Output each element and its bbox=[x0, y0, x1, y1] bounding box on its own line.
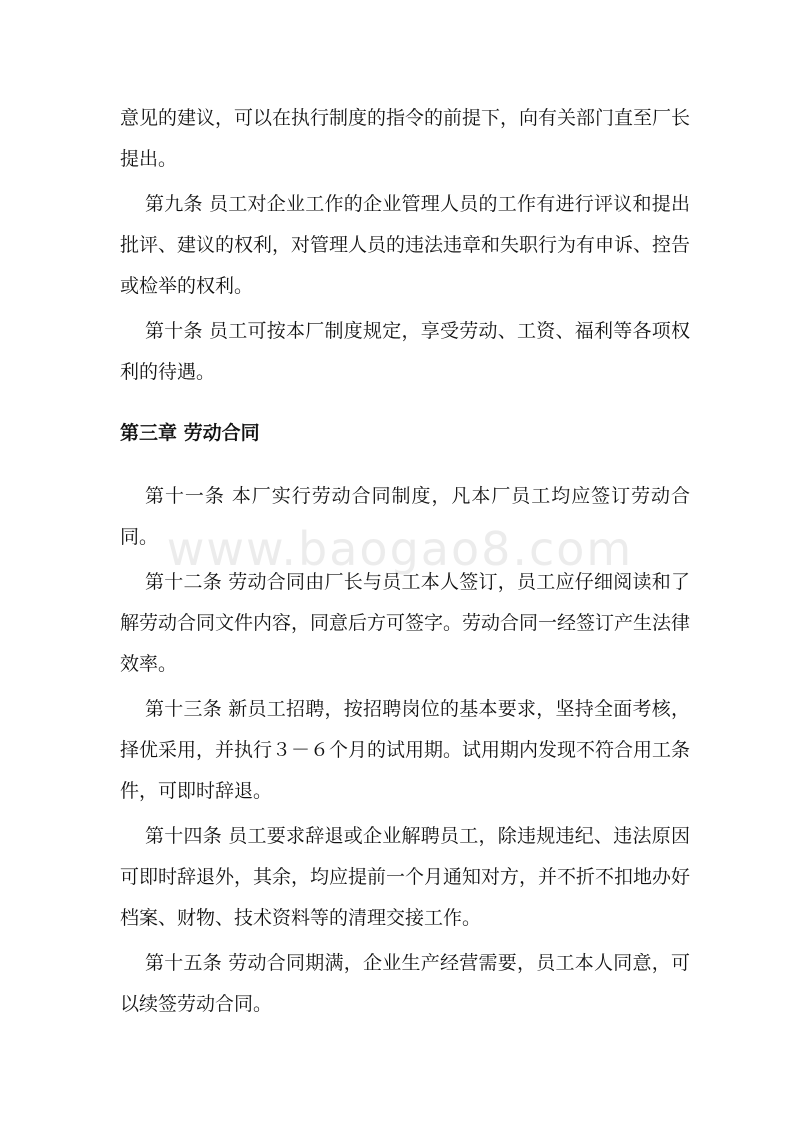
article-9: 第九条 员工对企业工作的企业管理人员的工作有进行评议和提出批评、建议的权利，对管理人员的违法违章和失职行为有申诉、控告或检举的权利。 bbox=[120, 193, 691, 297]
article-10: 第十条 员工可按本厂制度规定，享受劳动、工资、福利等各项权利的待遇。 bbox=[120, 320, 690, 383]
article-13: 第十三条 新员工招聘，按招聘岗位的基本要求，坚持全面考核，择优采用，并执行３－６个月的试用期。试用期内发现不符合用工条件，可即时辞退。 bbox=[120, 698, 691, 802]
watermark: www.baogao8.com bbox=[166, 522, 634, 576]
paragraph-continuation: 意见的建议，可以在执行制度的指令的前提下，向有关部门直至厂长提出。 bbox=[120, 107, 691, 170]
article-12: 第十二条 劳动合同由厂长与员工本人签订，员工应仔细阅读和了解劳动合同文件内容，同意后方可签字。劳动合同一经签订产生法律效率。 bbox=[120, 571, 691, 675]
article-14: 第十四条 员工要求辞退或企业解聘员工，除违规违纪、违法原因可即时辞退外，其余，均应提前一个月通知对方，并不折不扣地办好档案、财物、技术资料等的清理交接工作。 bbox=[120, 825, 691, 929]
document-body bbox=[120, 98, 690, 1029]
article-15: 第十五条 劳动合同期满，企业生产经营需要，员工本人同意，可以续签劳动合同。 bbox=[120, 952, 690, 1015]
article-11: 第十一条 本厂实行劳动合同制度，凡本厂员工均应签订劳动合同。 bbox=[120, 485, 690, 548]
chapter-title: 第三章 劳动合同 bbox=[120, 422, 260, 444]
